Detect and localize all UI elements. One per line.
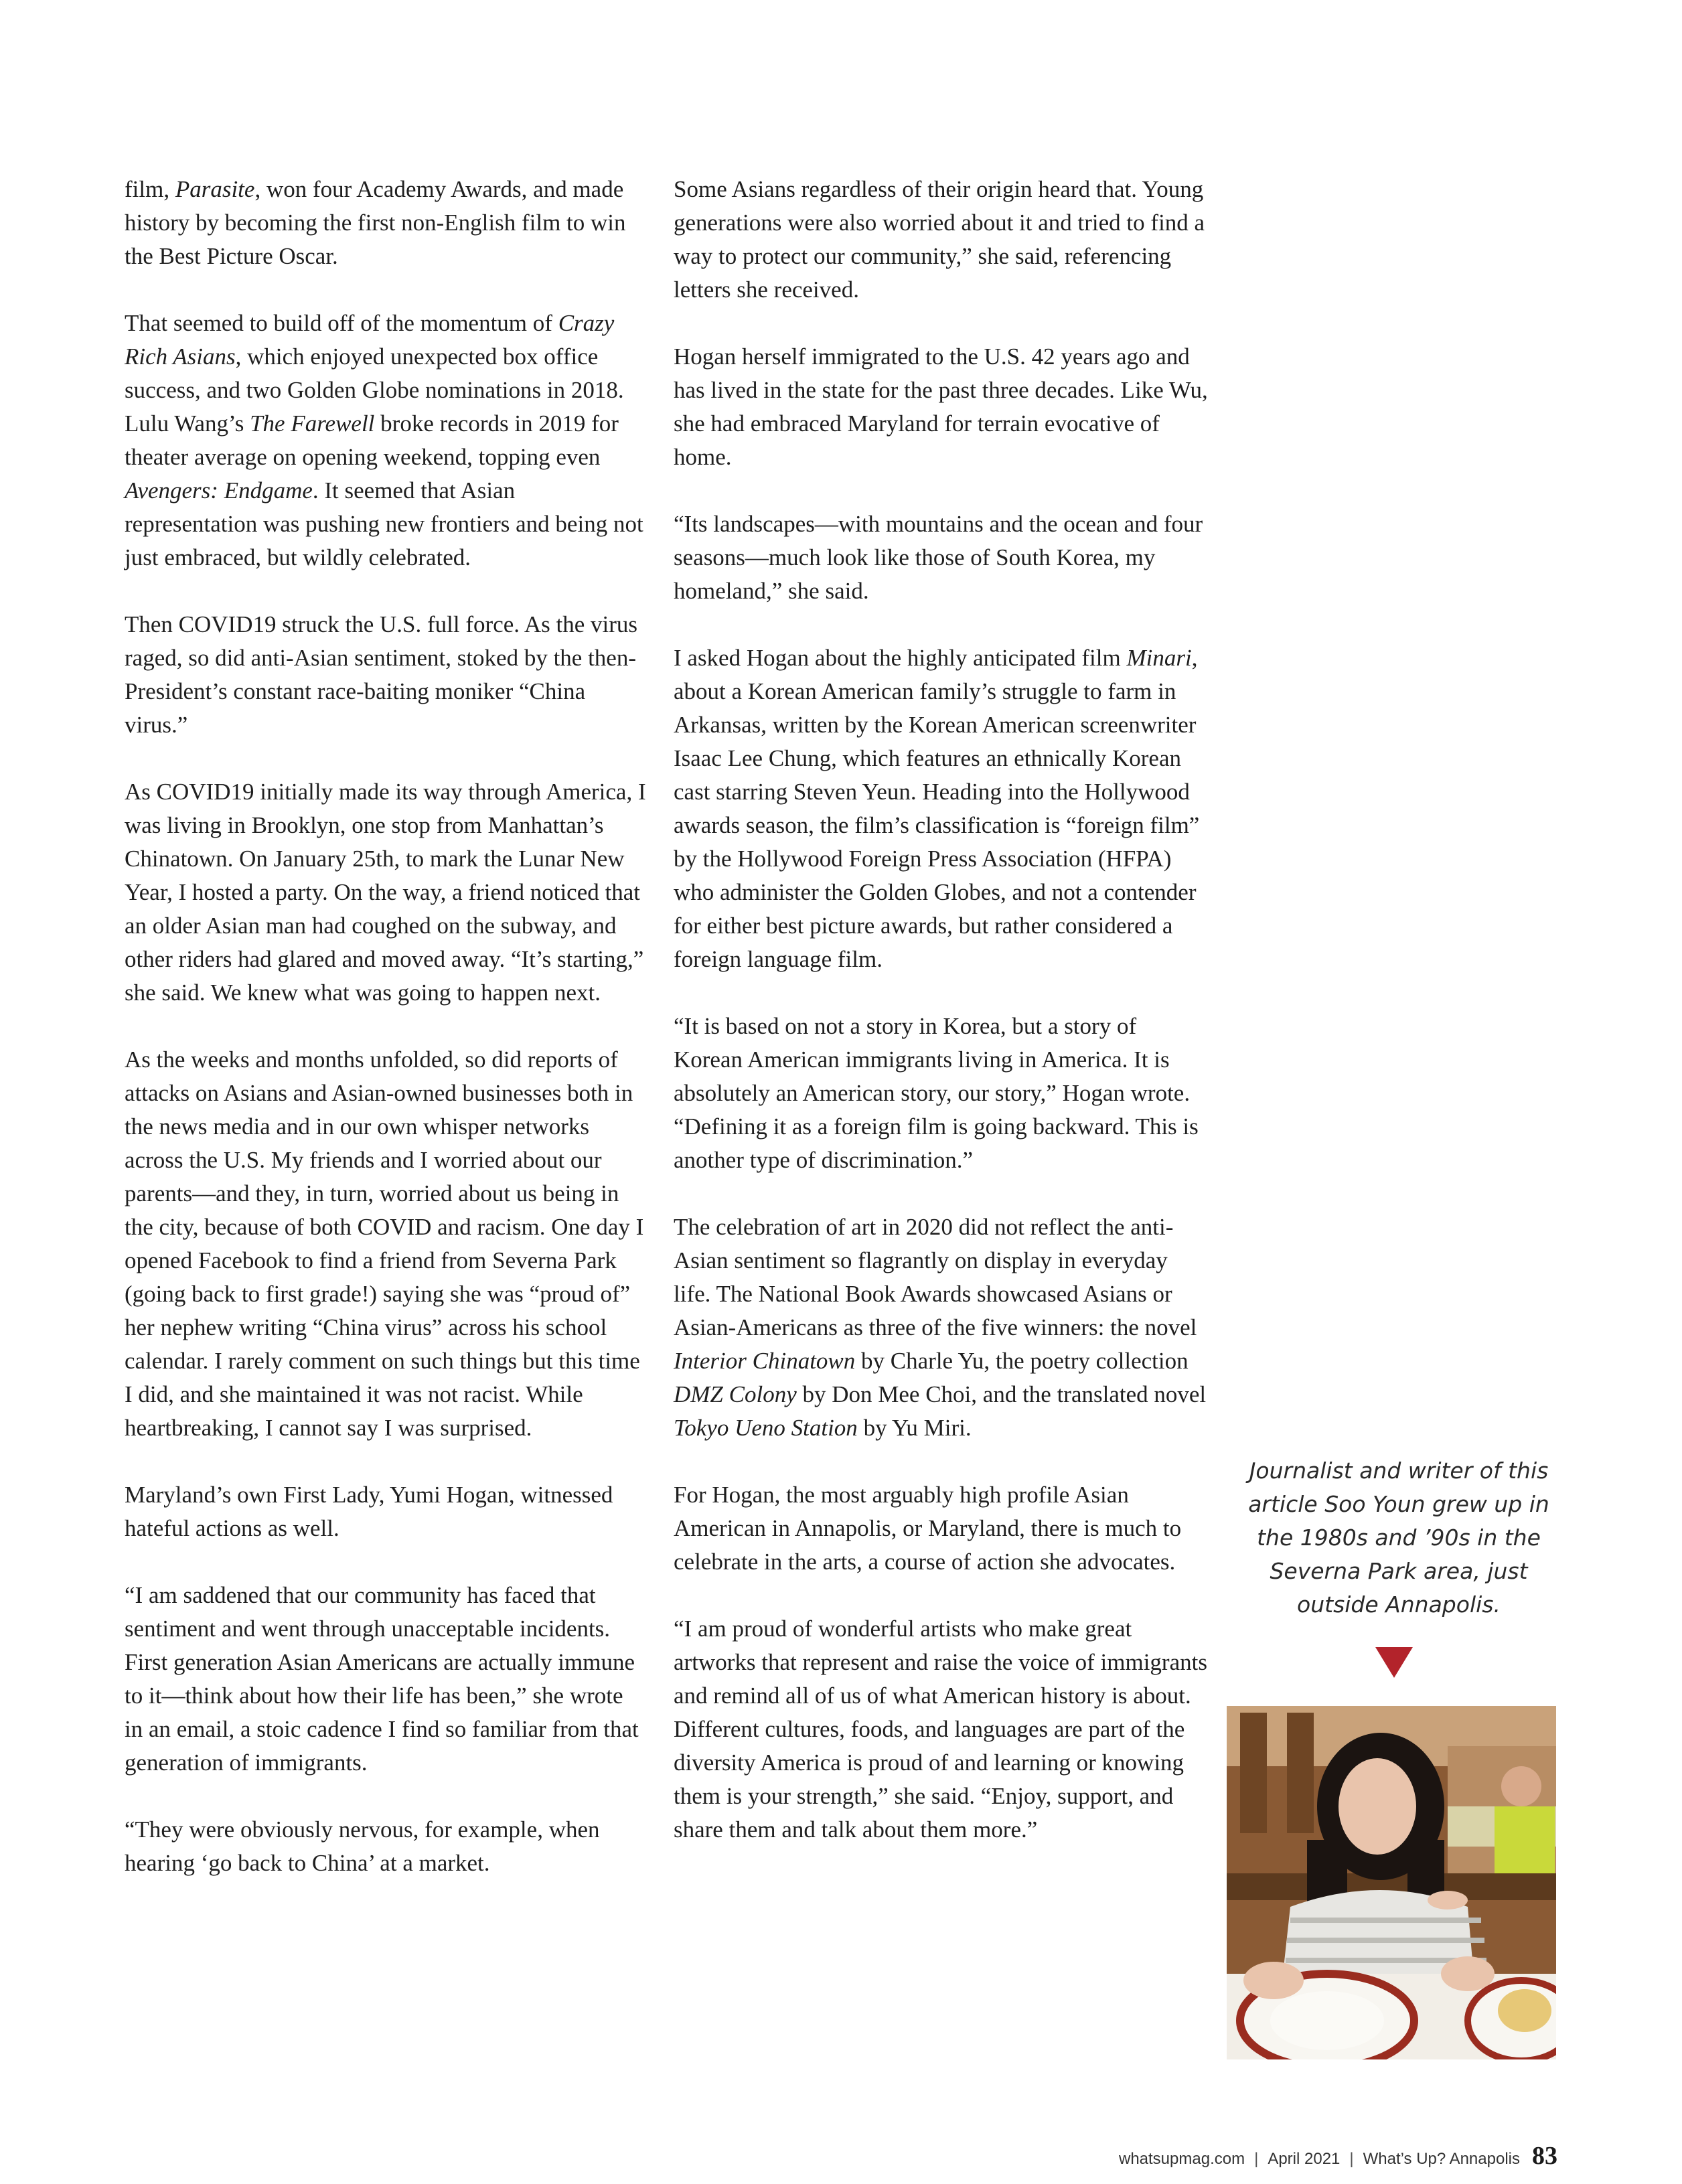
page-footer [1119,2141,1557,2175]
caption-arrow-icon [1375,1647,1413,1678]
paragraph: I asked Hogan about the highly anticipated film Minari, about a Korean American family’s struggle to farm in Arkansas, written by the Korean American screenwriter Isaac Lee Chung, which features an ethnically Korean cast starring Steven Yeun. Heading into the Hollywood awards season, the film’s classification is “foreign film” by the Hollywood Foreign Press Association (HFPA) who administer the Golden Globes, and not a contender for either best picture awards, but rather considered a foreign language film. [674,645,1200,972]
paragraph: “I am saddened that our community has faced that sentiment and went through unacceptable incidents. First generation Asian Americans are actually immune to it—think about how their life has been,” she wrote in an email, a stoic cadence I find so familiar from that generation of immigrants. [125,1582,639,1776]
photo-caption: Journalist and writer of this article Soo Youn grew up in the 1980s and ’90s in the Severna Park area, just outside Annapolis. [1248,1458,1549,1618]
italic-title: DMZ Colony [674,1381,797,1407]
paragraph: As COVID19 initially made its way through America, I was living in Brooklyn, one stop from Manhattan’s Chinatown. On January 25th, to mark the Lunar New Year, I hosted a party. On the way, a friend noticed that an older Asian man had coughed on the subway, and other riders had glared and moved away. “It’s starting,” she said. We knew what was going to happen next. [125,779,646,1006]
paragraph: The celebration of art in 2020 did not reflect the anti-Asian sentiment so flagrantly on display in everyday life. The National Book Awards showcased Asians or Asian-Americans as three of the five winners: the novel Interior Chinatown by Charle Yu, the poetry collection DMZ Colony by Don Mee Choi, and the translated novel Tokyo Ueno Station by Yu Miri. [674,1214,1207,1441]
footer-publication: What’s Up? Annapolis [1363,2150,1520,2168]
footer-issue: April 2021 [1268,2150,1341,2168]
page-number: 83 [1532,2142,1557,2170]
paragraph: Maryland’s own First Lady, Yumi Hogan, witnessed hateful actions as well. [125,1482,613,1541]
paragraph: Then COVID19 struck the U.S. full force. As the virus raged, so did anti-Asian sentiment, stoked by the then-President’s constant race-baiting moniker “China virus.” [125,611,637,738]
paragraph: “Its landscapes—with mountains and the ocean and four seasons—much look like those of South Korea, my homeland,” she said. [674,511,1203,604]
paragraph: film, Parasite, won four Academy Awards, and made history by becoming the first non-English film to win the Best Picture Oscar. [125,176,626,269]
paragraph: That seemed to build off of the momentum of Crazy Rich Asians, which enjoyed unexpected box office success, and two Golden Globe nominations in 2018. Lulu Wang’s The Farewell broke records in 2019 for theater average on opening weekend, topping even Avengers: Endgame. It seemed that Asian representation was pushing new frontiers and being not just embraced, but wildly celebrated. [125,310,643,570]
paragraph: “I am proud of wonderful artists who make great artworks that represent and raise the voice of immigrants and remind all of us of what American history is about. Different cultures, foods, and languages are part of the diversity America is proud of and learning or knowing them is your strength,” she said. “Enjoy, support, and share them and talk about them more.” [674,1616,1207,1843]
paragraph: “They were obviously nervous, for example, when hearing ‘go back to China’ at a market. [125,1816,600,1876]
paragraph: As the weeks and months unfolded, so did reports of attacks on Asians and Asian-owned businesses both in the news media and in our own whisper networks across the U.S. My friends and I worried about our parents—and they, in turn, worried about us being in the city, because of both COVID and racism. One day I opened Facebook to find a friend from Severna Park (going back to first grade!) saying she was “proud of” her nephew writing “China virus” across his school calendar. I rarely comment on such things but this time I did, and she maintained it was not racist. While heartbreaking, I cannot say I was surprised. [125,1046,644,1441]
paragraph: For Hogan, the most arguably high profile Asian American in Annapolis, or Maryland, there is much to celebrate in the arts, a course of action she advocates. [674,1482,1182,1575]
author-photo [1227,1706,1556,2059]
italic-title: Avengers: Endgame [125,477,313,503]
footer-separator: | [1349,2150,1354,2168]
italic-title: Parasite [175,176,255,202]
paragraph: Hogan herself immigrated to the U.S. 42 years ago and has lived in the state for the past three decades. Like Wu, she had embraced Maryland for terrain evocative of home. [674,343,1208,470]
footer-site: whatsupmag.com [1118,2150,1245,2168]
italic-title: Minari [1126,645,1192,671]
paragraph: “It is based on not a story in Korea, but a story of Korean American immigrants living in America. It is absolutely an American story, our story,” Hogan wrote. “Defining it as a foreign film is going backward. This is another type of discrimination.” [674,1013,1199,1173]
italic-title: Tokyo Ueno Station [674,1415,858,1441]
article-right-column [674,173,1209,1847]
italic-title: Interior Chinatown [674,1348,856,1374]
article-left-column [125,173,647,1880]
footer-separator: | [1254,2150,1259,2168]
italic-title: Crazy Rich Asians [125,310,615,370]
paragraph: Some Asians regardless of their origin heard that. Young generations were also worried about it and tried to find a way to protect our community,” she said, referencing letters she received. [674,176,1205,303]
italic-title: The Farewell [250,410,375,437]
